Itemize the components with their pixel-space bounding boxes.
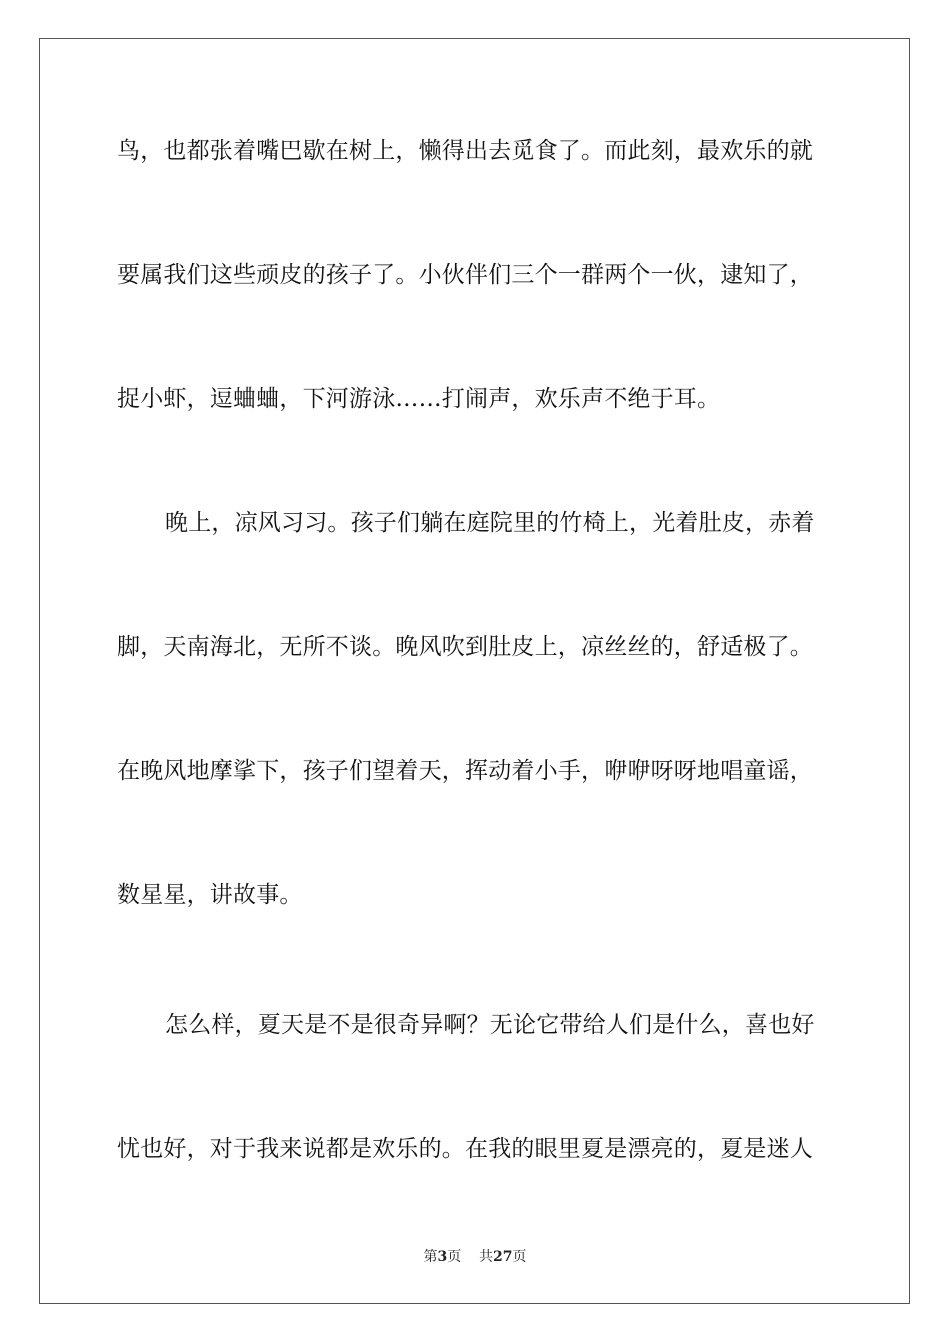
total-prefix: 共	[479, 1249, 494, 1265]
page-footer	[0, 1248, 950, 1266]
page-number: 3	[437, 1249, 448, 1265]
text-line-7: 数星星，讲故事。	[117, 882, 303, 908]
page-frame	[39, 38, 910, 1304]
total-suffix: 页	[512, 1249, 527, 1265]
text-line-3: 捉小虾，逗蛐蛐，下河游泳……打闹声，欢乐声不绝于耳。	[117, 386, 721, 412]
text-line-2: 要属我们这些顽皮的孩子了。小伙伴们三个一群两个一伙，逮知了，	[117, 262, 813, 288]
text-line-4: 晚上，凉风习习。孩子们躺在庭院里的竹椅上，光着肚皮，赤着	[165, 510, 815, 536]
text-line-8: 怎么样，夏天是不是很奇异啊？无论它带给人们是什么，喜也好	[165, 1012, 815, 1038]
text-line-9: 忧也好，对于我来说都是欢乐的。在我的眼里夏是漂亮的，夏是迷人	[117, 1136, 813, 1162]
total-pages: 27	[493, 1249, 513, 1265]
page-prefix: 第	[423, 1249, 438, 1265]
page-suffix: 页	[447, 1249, 462, 1265]
text-line-6: 在晚风地摩挲下，孩子们望着天，挥动着小手，咿咿呀呀地唱童谣，	[117, 758, 813, 784]
text-line-1: 鸟，也都张着嘴巴歇在树上，懒得出去觅食了。而此刻，最欢乐的就	[117, 138, 813, 164]
text-line-5: 脚，天南海北，无所不谈。晚风吹到肚皮上，凉丝丝的，舒适极了。	[117, 634, 813, 660]
